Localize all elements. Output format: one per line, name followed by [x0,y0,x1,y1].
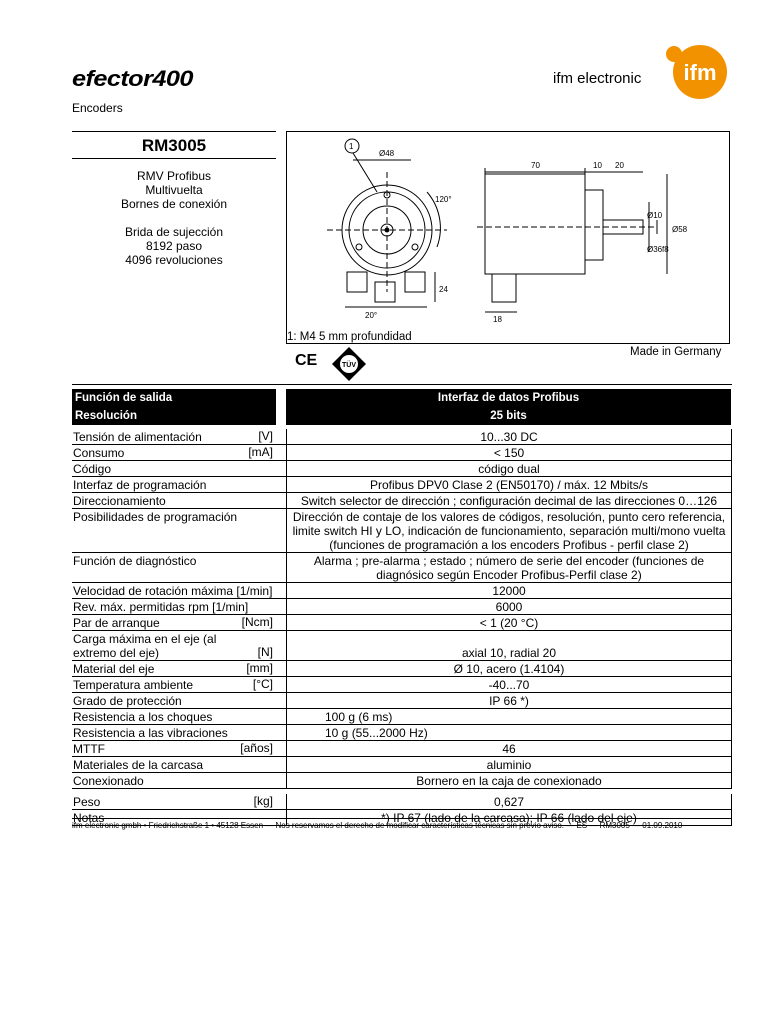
spec-row [72,553,732,583]
spec-label [72,693,276,708]
spec-label-text: Resistencia a los choques [73,710,213,724]
dim-angle: 120° [435,195,452,204]
spec-unit: [V] [258,429,273,443]
spec-row [72,583,732,599]
spec-table [72,429,732,826]
header-profibus: Interfaz de datos Profibus [286,389,731,407]
spec-unit: [N] [257,645,273,659]
spec-label [72,429,276,444]
dim-20-deg: 20° [365,311,378,320]
spec-label [72,553,276,582]
spec-row [72,693,732,709]
spec-label-text: Velocidad de rotación máxima [1/min] [73,584,273,598]
made-in: Made in Germany [630,346,722,358]
spec-value: IP 66 *) [286,693,732,708]
drawing-footnote: 1: M4 5 mm profundidad [287,331,412,343]
spec-label-text: Función de diagnóstico [73,554,197,568]
spec-unit: [°C] [252,677,273,691]
spec-row [72,599,732,615]
spec-value: aluminio [286,757,732,772]
spec-label-text: Grado de protección [73,694,182,708]
ifm-logo [664,44,728,100]
spec-label-text: Interfaz de programación [73,478,207,492]
spec-label-text: MTTF [73,742,105,756]
spec-label [72,794,276,809]
spec-label [72,583,276,598]
spec-value: Alarma ; pre-alarma ; estado ; número de serie del encoder (funciones de diagnósico según Encoder Profibus-Perfil clase 2) [286,553,732,582]
spec-value: 100 g (6 ms) [286,709,732,724]
dim-24: 24 [439,285,448,294]
dim-10: 10 [593,161,602,170]
dim-d36: Ø36 [647,245,663,254]
product-desc-line: 4096 revoluciones [125,253,223,267]
spec-row [72,709,732,725]
spec-label-text: Direccionamiento [73,494,166,508]
spec-label [72,599,276,614]
spec-unit: [Ncm] [241,615,273,629]
spec-label [72,725,276,740]
spec-label [72,773,276,788]
page-footer: ifm electronic gmbh • Friedrichstraße 1 • 45128 Essen — Nos reservamos el derecho de modificar características técnicas sin previo aviso. — ES — RM3005 — 01.09.2010 [72,818,732,830]
category-label: Encoders [72,101,123,115]
product-desc-line: 8192 paso [145,239,203,253]
spec-row [72,661,732,677]
spec-row [72,509,732,553]
spec-label [72,477,276,492]
spec-row [72,773,732,789]
spec-label [72,709,276,724]
spec-label-text: Par de arranque [73,616,160,630]
company-name: ifm electronic [553,70,642,87]
spec-unit: [kg] [253,794,273,808]
spec-label [72,631,276,660]
spec-value: < 1 (20 °C) [286,615,732,630]
product-desc-line: RMV Profibus [136,169,212,183]
spec-value: 12000 [286,583,732,598]
spec-value: código dual [286,461,732,476]
product-desc-line: Brida de sujección [124,225,224,239]
spec-value: Switch selector de dirección ; configuración decimal de las direcciones 0…126 [286,493,732,508]
dim-18: 18 [493,315,502,324]
spec-value: -40...70 [286,677,732,692]
spec-value: *) IP 67 (lado de la carcasa); IP 66 (lado del eje) [286,810,732,825]
spec-label-text: Posibilidades de programación [73,510,238,524]
spec-value: Ø 10, acero (1.4104) [286,661,732,676]
tuv-text: TÜV [342,362,356,369]
spec-unit: [mm] [246,661,273,675]
spec-label [72,741,276,756]
spec-row [72,615,732,631]
spec-label [72,757,276,772]
spec-value: < 150 [286,445,732,460]
spec-row [72,725,732,741]
drawing-svg [287,132,729,343]
spec-row [72,631,732,661]
spec-label-text: Rev. máx. permitidas rpm [1/min] [73,600,249,614]
spec-label [72,677,276,692]
spec-value: 0,627 [286,794,732,809]
spec-value: 10...30 DC [286,429,732,444]
dim-d10: Ø10 [647,211,663,220]
product-code: RM3005 [72,131,276,159]
dim-marker: 1 [349,142,354,151]
spec-row [72,794,732,810]
efector-logo: efector400 [72,66,193,91]
spec-label-text: Conexionado [73,774,144,788]
dim-d58: Ø58 [672,225,688,234]
spec-row [72,493,732,509]
technical-drawing [286,131,730,344]
spec-label-text: Notas [73,811,105,825]
dim-d36-sub: f8 [662,245,669,254]
product-desc-line: Bornes de conexión [120,197,228,211]
spec-row [72,677,732,693]
spec-label-text: Temperatura ambiente [73,678,194,692]
spec-label [72,461,276,476]
dim-20: 20 [615,161,624,170]
ifm-logo-text: ifm [683,60,717,85]
divider [72,384,732,385]
spec-label [72,615,276,630]
spec-row [72,477,732,493]
spec-label [72,661,276,676]
spec-value: Bornero en la caja de conexionado [286,773,732,788]
spec-row [72,757,732,773]
spec-row [72,461,732,477]
product-desc-spacer [72,211,276,225]
spec-row [72,741,732,757]
spec-row [72,445,732,461]
spec-label-text: Peso [73,795,101,809]
spec-label-text: Carga máxima en el eje (al extremo del eje) [73,632,217,660]
header-bits: 25 bits [286,407,731,425]
spec-label-text: Tensión de alimentación [73,430,202,444]
spec-label-text: Material del eje [73,662,155,676]
product-info [72,131,276,267]
spec-label-text: Materiales de la carcasa [73,758,204,772]
spec-value: 46 [286,741,732,756]
spec-label-text: Consumo [73,446,125,460]
tuv-mark-icon [331,346,367,382]
spec-label [72,445,276,460]
spec-unit: [años] [240,741,273,755]
header-resolution: Resolución [72,407,276,425]
ce-mark-icon: CE [295,352,318,369]
spec-label [72,509,276,552]
spec-label-text: Código [73,462,112,476]
spec-value: 6000 [286,599,732,614]
spec-label-text: Resistencia a las vibraciones [73,726,228,740]
header-output-function: Función de salida [72,389,276,407]
spec-label [72,493,276,508]
dim-70: 70 [531,161,540,170]
spec-value: Dirección de contaje de los valores de códigos, resolución, punto cero referencia, limite switch HI y LO, indicación de funcionamiento, separación multi/mono vuelta (funciones de programación a los encoders Profibus - perfil clase 2) [286,509,732,552]
spec-value: 10 g (55...2000 Hz) [286,725,732,740]
spec-value: axial 10, radial 20 [286,631,732,660]
product-desc-line: Multivuelta [145,183,203,197]
spec-value: Profibus DPV0 Clase 2 (EN50170) / máx. 12 Mbits/s [286,477,732,492]
spec-unit: [mA] [248,445,273,459]
dim-d48: Ø48 [379,149,395,158]
spec-row [72,429,732,445]
